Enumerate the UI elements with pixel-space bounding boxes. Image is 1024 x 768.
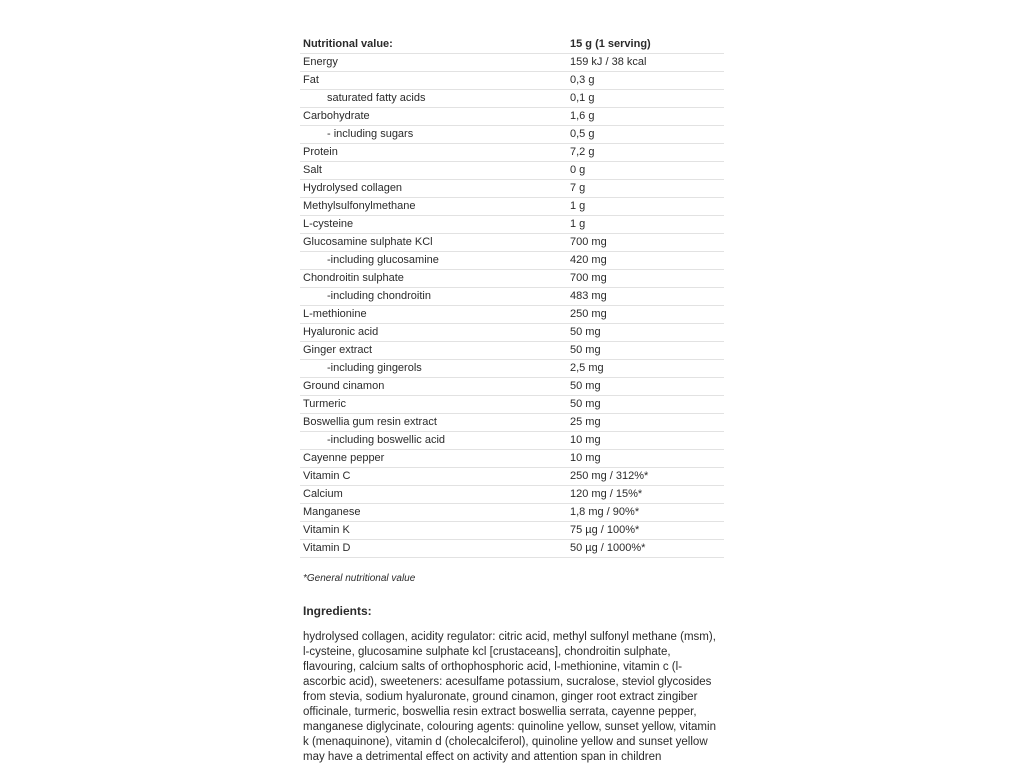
row-value: 250 mg / 312%*: [570, 470, 649, 482]
row-label: Carbohydrate: [303, 110, 370, 122]
row-value: 1,6 g: [570, 110, 595, 122]
row-label: Vitamin C: [303, 470, 351, 482]
row-label: Vitamin D: [303, 542, 351, 554]
table-row: [300, 540, 724, 558]
row-label: -including gingerols: [327, 362, 422, 374]
row-label: -including glucosamine: [327, 254, 439, 266]
row-value: 159 kJ / 38 kcal: [570, 56, 647, 68]
row-label: Manganese: [303, 506, 361, 518]
row-value: 50 µg / 1000%*: [570, 542, 646, 554]
row-value: 700 mg: [570, 272, 607, 284]
nutrition-table: [300, 36, 724, 558]
ingredients-text: hydrolysed collagen, acidity regulator: citric acid, methyl sulfonyl methane (msm), l-cysteine, glucosamine sulphate kcl [crustaceans], chondroitin sulphate, flavouring, calcium salts of orthophosphoric acid, l-methionine, vitamin c (l-ascorbic acid), sweeteners: acesulfame potassium, sucralose, steviol glycosides from stevia, sodium hyaluronate, ground cinamon, ginger root extract zingiber officinale, turmeric, boswellia resin extract boswellia serrata, cayenne pepper, manganese diglycinate, colouring agents: quinoline yellow, sunset yellow, vitamin k (menaquinone), vitamin d (cholecalciferol), quinoline yellow and sunset yellow may have a detrimental effect on activity and attention span in children: [303, 631, 716, 763]
table-row: [300, 414, 724, 432]
row-value: 50 mg: [570, 380, 601, 392]
table-row: [300, 504, 724, 522]
row-label: Energy: [303, 56, 338, 68]
table-row: [300, 306, 724, 324]
table-row: [300, 342, 724, 360]
table-row: [300, 450, 724, 468]
row-value: 75 µg / 100%*: [570, 524, 640, 536]
table-row: [300, 468, 724, 486]
table-header-row: [300, 36, 724, 54]
table-row: [300, 216, 724, 234]
table-row: [300, 198, 724, 216]
row-value: 1 g: [570, 218, 586, 230]
row-value: 50 mg: [570, 326, 601, 338]
table-row: [300, 432, 724, 450]
row-label: saturated fatty acids: [327, 92, 426, 104]
row-value: 120 mg / 15%*: [570, 488, 643, 500]
row-label: -including chondroitin: [327, 290, 431, 302]
table-row: [300, 486, 724, 504]
row-label: Vitamin K: [303, 524, 350, 536]
row-value: 25 mg: [570, 416, 601, 428]
row-label: Calcium: [303, 488, 343, 500]
row-label: Glucosamine sulphate KCl: [303, 236, 433, 248]
table-row: [300, 180, 724, 198]
row-value: 50 mg: [570, 398, 601, 410]
row-value: 10 mg: [570, 434, 601, 446]
row-label: Cayenne pepper: [303, 452, 385, 464]
row-label: -including boswellic acid: [327, 434, 446, 446]
row-label: - including sugars: [327, 128, 414, 140]
table-rows-container: [300, 54, 724, 558]
row-value: 7 g: [570, 182, 586, 194]
table-row: [300, 108, 724, 126]
table-row: [300, 360, 724, 378]
row-label: Salt: [303, 164, 322, 176]
table-row: [300, 522, 724, 540]
row-value: 1 g: [570, 200, 586, 212]
table-row: [300, 144, 724, 162]
ingredients-heading: Ingredients:: [303, 604, 372, 618]
row-value: 420 mg: [570, 254, 607, 266]
row-label: L-cysteine: [303, 218, 354, 230]
row-label: Fat: [303, 74, 319, 86]
table-row: [300, 270, 724, 288]
table-row: [300, 72, 724, 90]
row-label: Hydrolysed collagen: [303, 182, 403, 194]
row-label: Methylsulfonylmethane: [303, 200, 416, 212]
table-row: [300, 90, 724, 108]
row-value: 10 mg: [570, 452, 601, 464]
row-label: Hyaluronic acid: [303, 326, 379, 338]
table-row: [300, 288, 724, 306]
row-value: 483 mg: [570, 290, 607, 302]
row-value: 250 mg: [570, 308, 607, 320]
table-header-label: Nutritional value:: [303, 38, 393, 50]
row-value: 0,1 g: [570, 92, 595, 104]
row-value: 0 g: [570, 164, 586, 176]
row-value: 50 mg: [570, 344, 601, 356]
row-value: 1,8 mg / 90%*: [570, 506, 640, 518]
table-row: [300, 126, 724, 144]
row-value: 700 mg: [570, 236, 607, 248]
row-value: 0,5 g: [570, 128, 595, 140]
row-value: 2,5 mg: [570, 362, 604, 374]
row-label: Chondroitin sulphate: [303, 272, 404, 284]
row-label: L-methionine: [303, 308, 367, 320]
table-header-value: 15 g (1 serving): [570, 38, 651, 50]
table-row: [300, 324, 724, 342]
label-sheet: [300, 36, 724, 765]
table-row: [300, 396, 724, 414]
row-value: 7,2 g: [570, 146, 595, 158]
table-row: [300, 234, 724, 252]
table-row: [300, 54, 724, 72]
table-row: [300, 252, 724, 270]
row-label: Boswellia gum resin extract: [303, 416, 437, 428]
footnote: *General nutritional value: [303, 573, 416, 584]
table-row: [300, 378, 724, 396]
row-label: Ground cinamon: [303, 380, 385, 392]
row-label: Turmeric: [303, 398, 346, 410]
row-label: Ginger extract: [303, 344, 373, 356]
row-value: 0,3 g: [570, 74, 595, 86]
row-label: Protein: [303, 146, 338, 158]
table-row: [300, 162, 724, 180]
